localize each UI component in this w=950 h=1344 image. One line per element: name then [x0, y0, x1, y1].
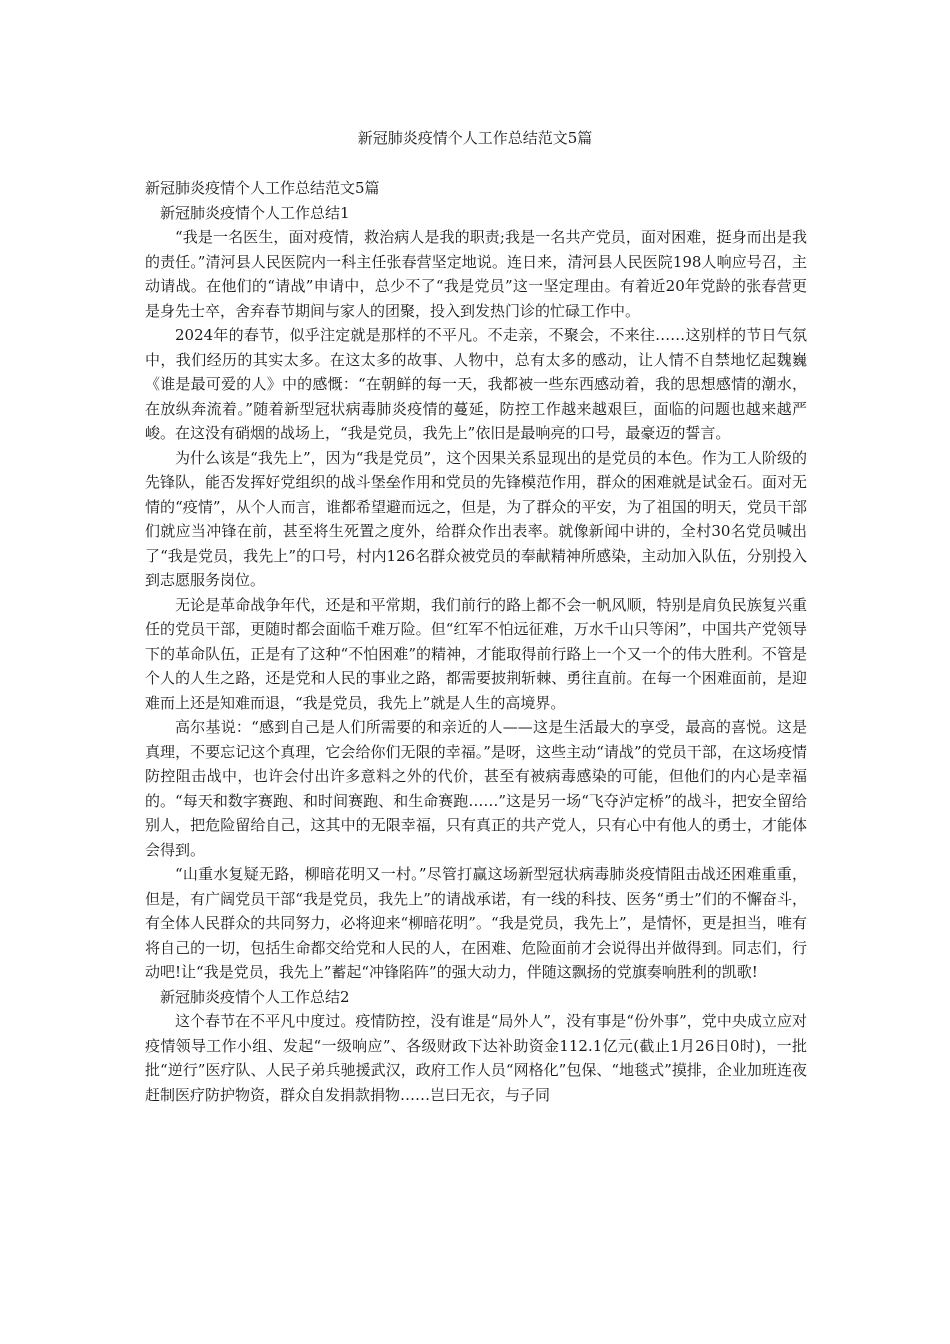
document-body — [145, 176, 807, 1107]
paragraph: 为什么该是“我先上”，因为“我是党员”，这个因果关系显现出的是党员的本色。作为工人阶级的先锋队，能否发挥好党组织的战斗堡垒作用和党员的先锋模范作用，群众的困难就是试金石。面对无情的“疫情”，从个人而言，谁都希望避而远之，但是，为了群众的平安，为了祖国的明天，党员干部们就应当冲锋在前，甚至将生死置之度外，给群众作出表率。就像新闻中讲的，全村30名党员喊出了“我是党员，我先上”的口号，村内126名群众被党员的奉献精神所感染，主动加入队伍，分别投入到志愿服务岗位。 — [145, 448, 807, 589]
paragraph: “山重水复疑无路，柳暗花明又一村。”尽管打赢这场新型冠状病毒肺炎疫情阻击战还困难重重，但是，有广阔党员干部“我是党员，我先上”的请战承诺，有一线的科技、医务“勇士”们的不懈奋斗，有全体人民群众的共同努力，必将迎来“柳暗花明”。“我是党员，我先上”，是情怀，更是担当，唯有将自己的一切，包括生命都交给党和人民的人，在困难、危险面前才会说得出并做得到。同志们，行动吧!让“我是党员，我先上”蓄起“冲锋陷阵”的强大动力，伴随这飘扬的党旗奏响胜利的凯歌! — [145, 865, 807, 981]
intro-line: 新冠肺炎疫情个人工作总结范文5篇 — [145, 179, 380, 197]
paragraph: 高尔基说：“感到自己是人们所需要的和亲近的人——这是生活最大的享受，最高的喜悦。这是真理，不要忘记这个真理，它会给你们无限的幸福。”是呀，这些主动“请战”的党员干部，在这场疫情防控阻击战中，也许会付出许多意料之外的代价，甚至有被病毒感染的可能，但他们的内心是幸福的。“每天和数字赛跑、和时间赛跑、和生命赛跑……”这是另一场“飞夺泸定桥”的战斗，把安全留给别人，把危险留给自己，这其中的无限幸福，只有真正的共产党人，只有心中有他人的勇士，才能体会得到。 — [145, 718, 807, 859]
paragraph: 这个春节在不平凡中度过。疫情防控，没有谁是“局外人”，没有事是“份外事”，党中央成立应对疫情领导工作小组、发起“一级响应”、各级财政下达补助资金112.1亿元(截止1月26日0时)，一批批“逆行”医疗队、人民子弟兵驰援武汉，政府工作人员“网格化”包保、“地毯式”摸排，企业加班连夜赶制医疗防护物资，群众自发捐款捐物……岂曰无衣，与子同 — [145, 1012, 807, 1104]
section-heading-1: 新冠肺炎疫情个人工作总结1 — [160, 203, 350, 222]
section-heading-2: 新冠肺炎疫情个人工作总结2 — [160, 987, 350, 1006]
paragraph: “我是一名医生，面对疫情，救治病人是我的职责;我是一名共产党员，面对困难，挺身而出是我的责任。”清河县人民医院内一科主任张春营坚定地说。连日来，清河县人民医院198人响应号召，主动请战。在他们的“请战”申请中，总少不了“我是党员”这一坚定理由。有着近20年党龄的张春营更是身先士卒，舍弃春节期间与家人的团聚，投入到发热门诊的忙碌工作中。 — [145, 228, 807, 320]
document-title: 新冠肺炎疫情个人工作总结范文5篇 — [357, 129, 593, 147]
paragraph: 2024年的春节，似乎注定就是那样的不平凡。不走亲，不聚会，不来往……这别样的节日气氛中，我们经历的其实太多。在这太多的故事、人物中，总有太多的感动，让人情不自禁地忆起魏巍《谁是最可爱的人》中的感慨：“在朝鲜的每一天，我都被一些东西感动着，我的思想感情的潮水，在放纵奔流着。”随着新型冠状病毒肺炎疫情的蔓延，防控工作越来越艰巨，面临的问题也越来越严峻。在这没有硝烟的战场上，“我是党员，我先上”依旧是最响亮的口号，最豪迈的誓言。 — [145, 326, 807, 442]
paragraph: 无论是革命战争年代，还是和平常期，我们前行的路上都不会一帆风顺，特别是肩负民族复兴重任的党员干部，更随时都会面临千难万险。但“红军不怕远征难，万水千山只等闲”，中国共产党领导下的革命队伍，正是有了这种“不怕困难”的精神，才能取得前行路上一个又一个的伟大胜利。不管是个人的人生之路，还是党和人民的事业之路，都需要披荆斩棘、勇往直前。在每一个困难面前，是迎难而上还是知难而退，“我是党员，我先上”就是人生的高境界。 — [145, 595, 807, 712]
